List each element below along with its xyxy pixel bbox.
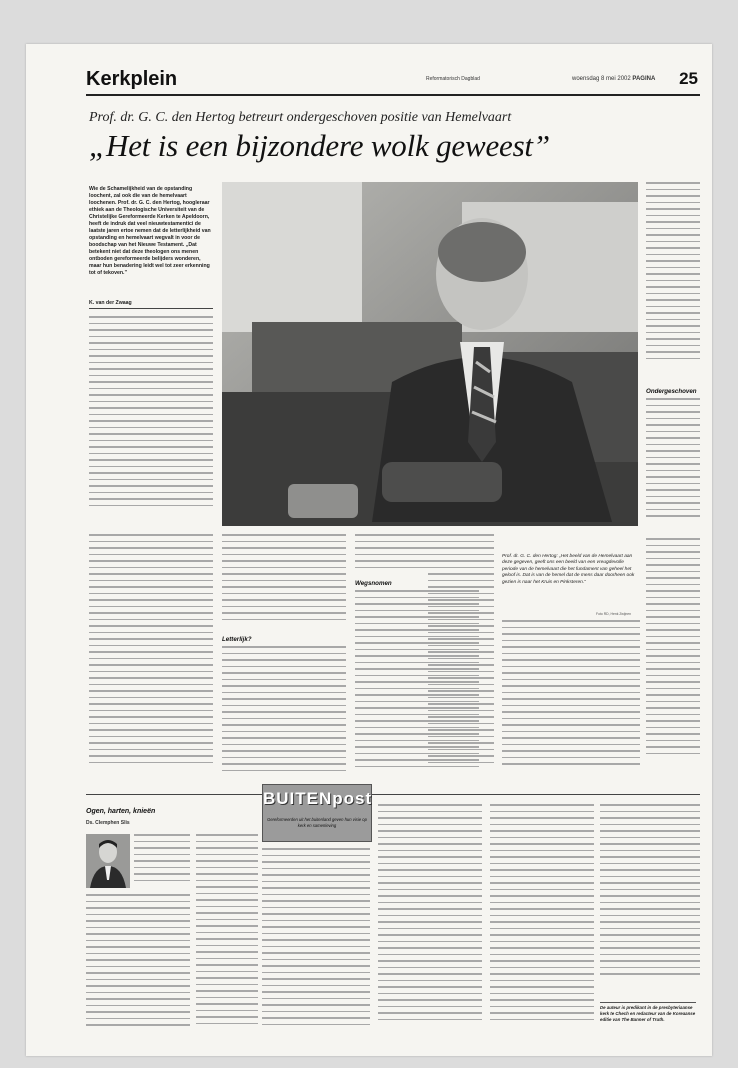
masthead — [86, 68, 700, 96]
bottom-column-5 — [490, 804, 594, 1044]
newspaper-page — [26, 44, 712, 1056]
buitenpost-title: BUITENpost — [263, 789, 373, 808]
intro-column-body — [89, 316, 213, 526]
author-info: De auteur is predikant in de presbyteriaanse kerk te Chech en redacteur van de Koreaanse editie van The Banner of Truth. — [600, 1002, 696, 1023]
bottom-column-2 — [196, 834, 258, 1044]
bottom-column-1b — [86, 894, 190, 1044]
article-intro: Wie de Schamelijkheid van de opstanding loochent, zal ook die van de hemelvaart loochenen. Prof. dr. G. C. den Hertog, hoogleraar ethiek aan de Theologische Universiteit van de Christelijke Gereformeerde Kerken te Apeldoorn, heeft de indruk dat veel nieuwtestamentici de laatste jaren ertoe nemen dat de letterlijkheid van opstanding en hemelvaart wegvalt in voor de boodschap van het Nieuwe Testament. „Dat betekent niet dat deze theologen ons menen ontboden gereformeerde belijders wonderen, maar hun benadering leidt wel tot zeer erkenning tot of tekoven.” — [89, 186, 211, 276]
bottom-article-title: Ogen, harten, knieën — [86, 808, 156, 815]
buitenpost-column-header — [262, 784, 372, 842]
photo-credit: Foto RD, Henk Zwijnen — [596, 612, 632, 616]
section-divider — [86, 794, 700, 795]
body-column-2 — [222, 534, 346, 634]
author-photo — [86, 834, 130, 888]
bottom-column-1 — [134, 834, 190, 890]
issue-date: woensdag 8 mei 2002 PAGINA — [572, 76, 656, 82]
article-kicker: Prof. dr. G. C. den Hertog betreurt ondergeschoven positie van Hemelvaart — [89, 110, 512, 125]
photo-caption: Prof. dr. G. C. den Hertog: „Het beeld van de Hemelvaart aan deze gegeven, geeft ons een beeld van een vreugdevolle periode van de hemelvaart die het fundament van geheel het geloof is. Dat is van de hemel dat de mens daar doorheen ook gezien is naar het Kruis en Pinksteren.” — [502, 554, 635, 585]
article-byline: K. van der Zwaag — [89, 300, 132, 306]
paper-name: Reformatorisch Dagblad — [426, 76, 480, 82]
bottom-column-4 — [378, 804, 482, 1044]
body-column-6 — [646, 538, 700, 784]
bottom-article-author: Ds. Clemphen Slis — [86, 820, 130, 826]
subhead-ondergeschoven: Ondergeschoven — [646, 388, 697, 395]
article-headline: „Het is een bijzondere wolk geweest” — [89, 128, 550, 163]
right-column-body — [646, 182, 700, 382]
body-column-4 — [428, 534, 494, 784]
portrait-photo — [222, 182, 638, 526]
body-column-5 — [502, 620, 640, 784]
subhead-wegsnomen: Wegsnomen — [355, 580, 392, 587]
body-column-2b — [222, 646, 346, 784]
page-number: 25 — [679, 69, 698, 88]
bottom-column-3 — [262, 848, 370, 1044]
section-title: Kerkplein — [86, 68, 178, 90]
right-column-body-2 — [646, 398, 700, 532]
byline-rule — [89, 308, 213, 309]
bottom-column-6 — [600, 804, 700, 996]
subhead-letterlijk: Letterlijk? — [222, 636, 252, 643]
body-column-1 — [89, 534, 213, 784]
buitenpost-subtitle: Gereformeerden uit het buitenland geven hun visie op kerk en samenleving — [267, 817, 367, 828]
